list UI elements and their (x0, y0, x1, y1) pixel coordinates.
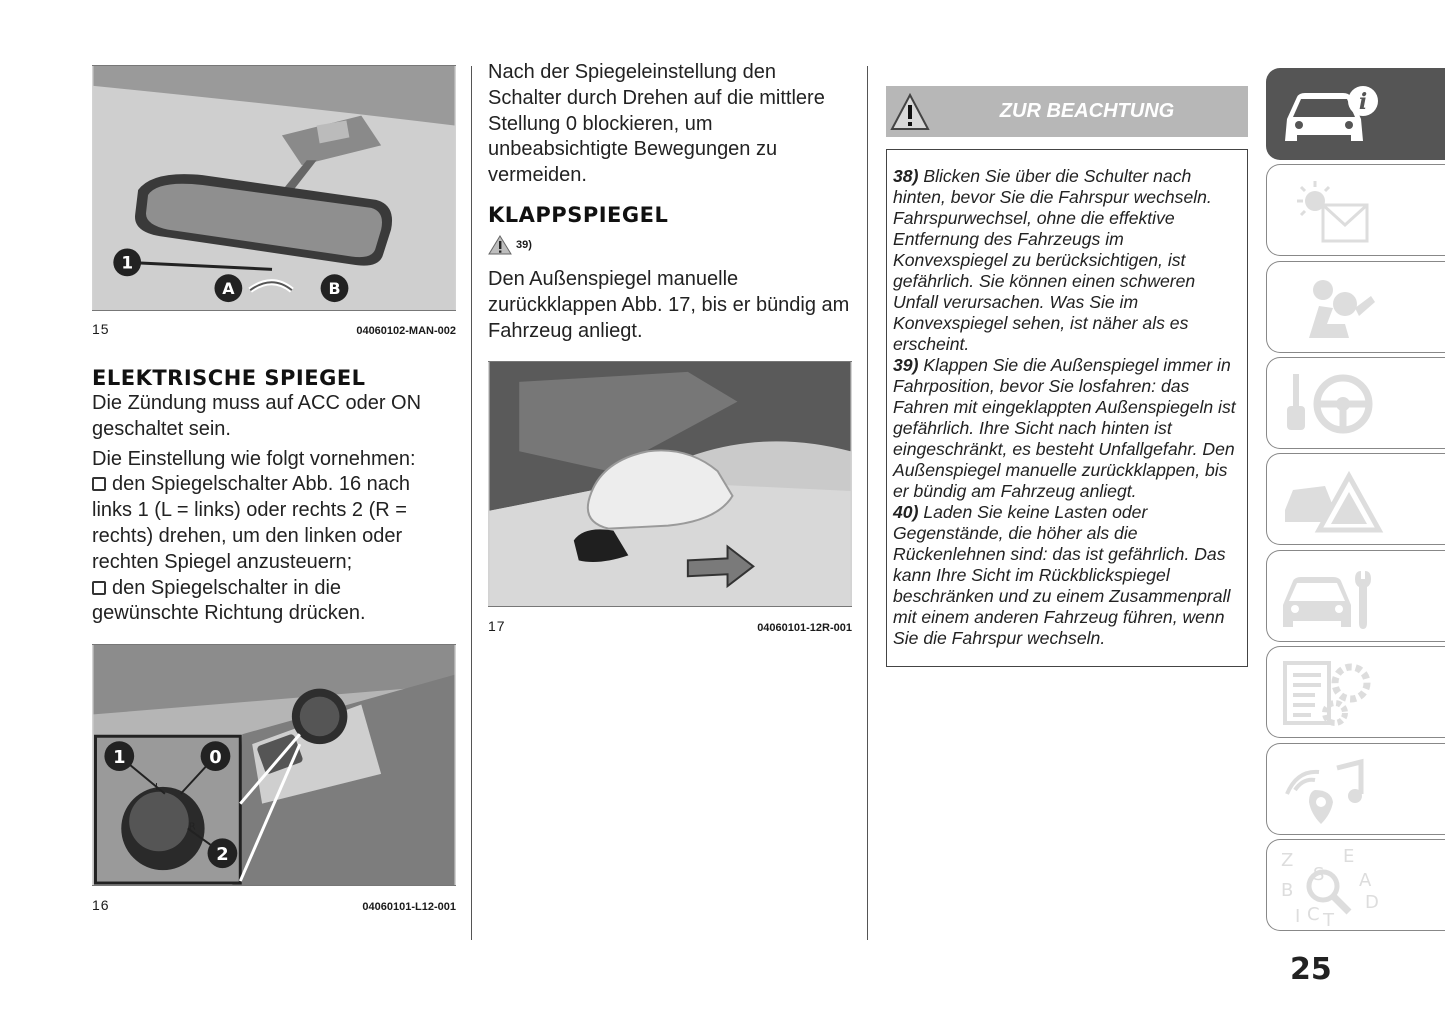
warning-item-39: 39) Klappen Sie die Außenspiegel immer in Fahrposition, bevor Sie losfahren: das Fahren mit eingeklappten Außenspiegeln ist gefährlich. Ihre Sicht nach hinten ist eingeschränkt, es besteht Unfallgefahr. Den Außenspiegel manuelle zurückklappen, bis er bündig am Fahrzeug anliegt. (893, 355, 1236, 501)
figure-16-number: 16 (92, 897, 110, 913)
figure-17-folding-mirror (488, 361, 852, 607)
svg-text:E: E (1343, 846, 1355, 867)
figure-15-label-1: 1 (121, 252, 134, 273)
checkbox-bullet-icon (92, 477, 106, 491)
airbag-safety-icon (1275, 268, 1385, 348)
svg-text:Z: Z (1281, 850, 1294, 871)
tab-multimedia[interactable] (1266, 743, 1445, 835)
column-divider-right (867, 66, 868, 940)
figure-15-label-b: B (328, 279, 341, 299)
svg-text:B: B (1281, 880, 1294, 901)
svg-text:i: i (1358, 89, 1368, 115)
checkbox-bullet-icon (92, 581, 106, 595)
tab-starting-driving[interactable] (1266, 357, 1445, 449)
tab-in-an-emergency[interactable] (1266, 453, 1445, 545)
figure-16-label-1: 1 (113, 747, 126, 769)
figure-16-caption (92, 897, 456, 913)
rear-view-mirror-illustration (92, 66, 456, 310)
tab-safety[interactable] (1266, 261, 1445, 353)
figure-15-label-a: A (222, 279, 235, 299)
heading-elektrische-spiegel: ELEKTRISCHE SPIEGEL (92, 366, 366, 390)
paragraph-lock-switch: Nach der Spiegeleinstellung den Schalter durch Drehen auf die mittlere Stellung 0 blockieren, um unbeabsichtigte Bewegungen zu vermeiden. (488, 61, 825, 187)
key-steering-wheel-icon (1275, 364, 1385, 444)
tab-index[interactable] (1266, 839, 1445, 931)
car-emergency-triangle-icon (1275, 460, 1385, 540)
figure-16-label-r: R (188, 821, 196, 833)
warning-box (886, 149, 1248, 667)
mirror-switch-illustration (92, 645, 456, 885)
figure-16-label-0: 0 (209, 747, 222, 769)
page-number: 25 (1290, 952, 1332, 987)
warning-triangle-icon (488, 235, 512, 255)
figure-16-label-l: L (154, 781, 161, 793)
svg-text:S: S (1313, 864, 1325, 885)
figure-17-caption (488, 618, 852, 634)
car-maintenance-wrench-icon (1275, 557, 1385, 637)
warning-item-38: 38) Blicken Sie über die Schulter nach hinten, bevor Sie die Fahrspur wechseln. Fahrspurwechsel, ohne die effektive Entfernung des Fahrzeugs im Konvexspiegel zu berücksichtigen, ist gefährlich. Sie können einen schweren Unfall verursachen. Was Sie im Konvexspiegel sehen, ist näher als es erscheint. (893, 166, 1212, 354)
figure-15-rear-view-mirror (92, 65, 456, 311)
technical-data-gears-icon (1275, 653, 1385, 733)
warning-reference-39: 39) (488, 235, 532, 255)
tab-technical-data[interactable] (1266, 646, 1445, 738)
paragraph-ignition: Die Zündung muss auf ACC oder ON geschaltet sein. (92, 392, 422, 440)
figure-16-label-2: 2 (216, 844, 229, 866)
warning-lights-message-icon (1275, 171, 1385, 251)
paragraph-fold-mirror: Den Außenspiegel manuelle zurückklappen Abb. 17, bis er bündig am Fahrzeug anliegt. (488, 268, 850, 342)
bullet-item-select-mirror: den Spiegelschalter Abb. 16 nach links 1 (L = links) oder rechts 2 (R = rechts) drehen, um den linken oder rechten Spiegel anzusteuern; (92, 473, 410, 573)
svg-text:T: T (1323, 910, 1334, 930)
figure-17-code: 04060101-12R-001 (757, 622, 852, 634)
tab-servicing-care[interactable] (1266, 550, 1445, 642)
exterior-mirror-illustration (488, 362, 852, 606)
svg-text:C: C (1307, 904, 1320, 925)
heading-klappspiegel: KLAPPSPIEGEL (488, 203, 669, 227)
figure-15-code: 04060102-MAN-002 (356, 325, 456, 337)
bullet-item-push-switch: den Spiegelschalter in die gewünschte Richtung drücken. (92, 576, 366, 625)
left-column-text (92, 391, 442, 627)
figure-16-mirror-switch (92, 644, 456, 886)
tab-getting-to-know-car[interactable] (1266, 68, 1445, 160)
paragraph-adjust-intro: Die Einstellung wie folgt vornehmen: (92, 447, 416, 470)
figure-17-number: 17 (488, 618, 506, 634)
figure-15-number: 15 (92, 321, 110, 337)
svg-text:D: D (1365, 892, 1379, 913)
warning-title: ZUR BEACHTUNG (999, 100, 1175, 122)
warning-header (886, 86, 1248, 137)
column-divider-left (471, 66, 472, 940)
figure-16-code: 04060101-L12-001 (362, 901, 456, 913)
tab-instrument-panel[interactable] (1266, 164, 1445, 256)
multimedia-music-icon (1275, 750, 1385, 830)
alphabetical-index-search-icon (1275, 846, 1385, 930)
car-info-icon (1275, 75, 1385, 155)
svg-text:I: I (1295, 906, 1301, 927)
figure-15-caption (92, 321, 456, 337)
warning-item-40: 40) Laden Sie keine Lasten oder Gegenstände, die höher als die Rückenlehnen sind: das ist gefährlich. Das kann Ihre Sicht im Rückblickspiegel beschränken und zu einem Zusammenprall mit einem anderen Fahrzeug führen, wenn Sie die Fahrspur wechseln. (893, 502, 1231, 648)
svg-text:A: A (1359, 870, 1372, 891)
